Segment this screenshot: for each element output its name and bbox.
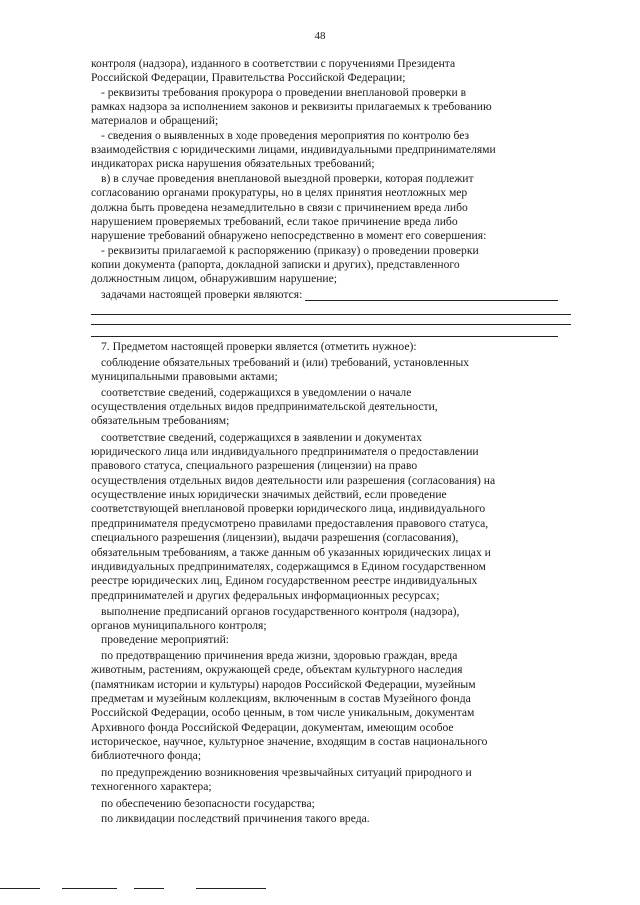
text-line: Архивного фонда Российской Федерации, документам, имеющим особое xyxy=(91,721,454,734)
text-line: проведение мероприятий: xyxy=(101,633,230,646)
fill-in-line xyxy=(91,324,571,325)
text-line: предпринимателя предусмотрено правилами предоставления правового статуса, xyxy=(91,517,489,530)
footer-rule xyxy=(196,888,266,889)
text-line: задачами настоящей проверки являются: xyxy=(101,288,303,301)
text-line: предпринимателей и других федеральных информационных ресурсах; xyxy=(91,589,440,602)
text-line: обязательным требованиям, а также данным об указанных юридических лицах и xyxy=(91,546,491,559)
text-line: осуществление иных юридически значимых действий, если проведение xyxy=(91,488,447,501)
text-line: (памятникам истории и культуры) народов Российской Федерации, музейным xyxy=(91,678,476,691)
text-line: соответствие сведений, содержащихся в уведомлении о начале xyxy=(101,386,412,399)
text-line: должностным лицом, обнаружившим нарушение; xyxy=(91,272,338,285)
text-line: историческое, научное, культурное значение, входящим в состав национального xyxy=(91,735,488,748)
text-line: по предотвращению причинения вреда жизни, здоровью граждан, вреда xyxy=(101,649,458,662)
text-line: органов муниципального контроля; xyxy=(91,619,267,632)
text-line: юридического лица или индивидуального предпринимателя о предоставлении xyxy=(91,445,479,458)
text-line: предметам и музейным коллекциям, включенным в состав Музейного фонда xyxy=(91,692,471,705)
text-line: нарушение требований обнаружено непосредственно в момент его совершения: xyxy=(91,229,487,242)
page-number: 48 xyxy=(314,30,326,42)
text-line: согласованию органами прокуратуры, но в целях принятия неотложных мер xyxy=(91,186,468,199)
text-line: осуществления отдельных видов деятельности или разрешения (согласования) на xyxy=(91,474,496,487)
fill-in-line xyxy=(305,300,558,301)
footer-rule xyxy=(0,888,40,889)
text-line: Российской Федерации, особо ценным, в том числе уникальным, документам xyxy=(91,706,475,719)
text-line: осуществления отдельных видов предпринимательской деятельности, xyxy=(91,400,438,413)
section-heading: 7. Предметом настоящей проверки является (отметить нужное): xyxy=(101,340,417,353)
fill-in-line xyxy=(91,314,571,315)
text-line: нарушением проверяемых требований, если такое причинение вреда либо xyxy=(91,215,458,228)
footer-rule xyxy=(62,888,117,889)
text-line: индикаторах риска нарушения обязательных требований; xyxy=(91,157,375,170)
text-line: рамках надзора за исполнением законов и реквизиты прилагаемых к требованию xyxy=(91,100,492,113)
text-line: соответствие сведений, содержащихся в заявлении и документах xyxy=(101,431,422,444)
text-line: техногенного характера; xyxy=(91,780,212,793)
text-line: должна быть проведена незамедлительно в связи с причинением вреда либо xyxy=(91,201,468,214)
text-line: - реквизиты прилагаемой к распоряжению (приказу) о проведении проверки xyxy=(101,244,479,257)
fill-in-line xyxy=(91,336,558,337)
footer-rule xyxy=(134,888,164,889)
text-line: Российской Федерации, Правительства Российской Федерации; xyxy=(91,71,406,84)
text-line: реестре юридических лиц, Едином государственном реестре индивидуальных xyxy=(91,574,478,587)
text-line: взаимодействия с юридическими лицами, индивидуальными предпринимателями xyxy=(91,143,496,156)
text-line: соответствующей внеплановой проверки юридического лица, индивидуального xyxy=(91,502,486,515)
text-line: обязательным требованиям; xyxy=(91,414,230,427)
text-line: библиотечного фонда; xyxy=(91,749,202,762)
text-line: - реквизиты требования прокурора о проведении внеплановой проверки в xyxy=(101,86,467,99)
text-line: по обеспечению безопасности государства; xyxy=(101,797,315,810)
text-line: - сведения о выявленных в ходе проведения мероприятия по контролю без xyxy=(101,129,470,142)
text-line: выполнение предписаний органов государственного контроля (надзора), xyxy=(101,605,460,618)
text-line: материалов и обращений; xyxy=(91,114,219,127)
text-line: соблюдение обязательных требований и (или) требований, установленных xyxy=(101,356,470,369)
text-line: в) в случае проведения внеплановой выездной проверки, которая подлежит xyxy=(101,172,474,185)
text-line: животным, растениям, окружающей среде, объектам культурного наследия xyxy=(91,663,463,676)
text-line: индивидуальных предпринимателях, содержащимся в Едином государственном xyxy=(91,560,486,573)
text-line: специального разрешения (лицензии), выдачи разрешения (согласования), xyxy=(91,531,459,544)
text-line: правового статуса, специального разрешения (лицензии) на право xyxy=(91,459,418,472)
text-line: контроля (надзора), изданного в соответствии с поручениями Президента xyxy=(91,57,456,70)
text-line: по предупреждению возникновения чрезвычайных ситуаций природного и xyxy=(101,766,472,779)
text-line: копии документа (рапорта, докладной записки и других), представленного xyxy=(91,258,460,271)
text-line: по ликвидации последствий причинения такого вреда. xyxy=(101,812,370,825)
text-line: муниципальными правовыми актами; xyxy=(91,370,278,383)
